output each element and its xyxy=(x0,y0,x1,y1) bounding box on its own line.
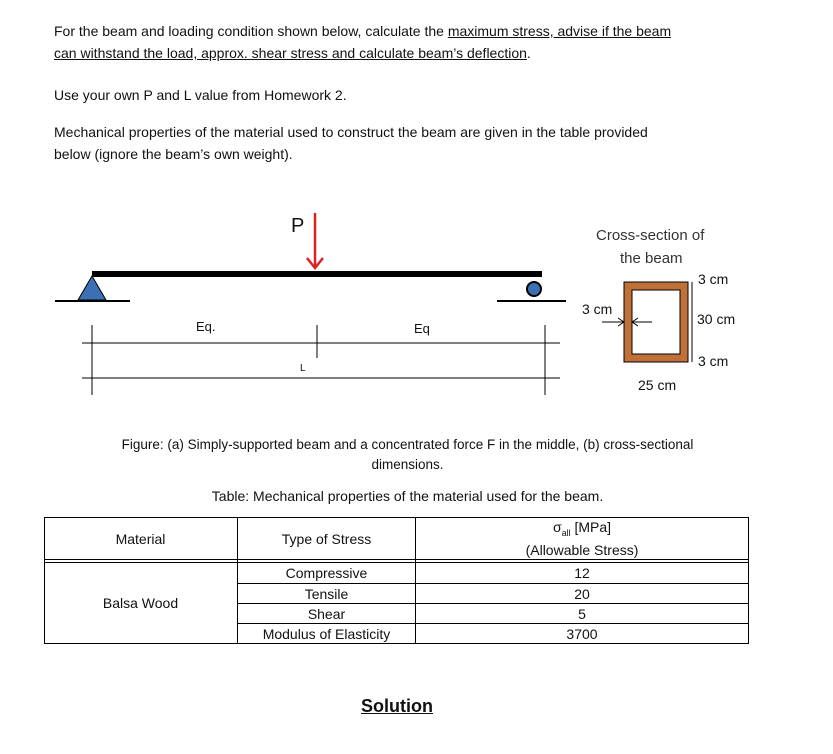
header-allowable-stress xyxy=(416,518,748,559)
material-cell: Balsa Wood xyxy=(102,595,179,611)
sigma-unit: [MPa] xyxy=(570,518,612,535)
figure-caption xyxy=(40,435,775,475)
problem-text: For the beam and loading condition shown below, calculate the xyxy=(54,23,448,39)
pin-support xyxy=(78,276,106,300)
eq-left-label: Eq. xyxy=(196,319,216,334)
properties-table xyxy=(44,517,749,644)
cross-section-title-2: the beam xyxy=(620,250,683,267)
row-type-tensile: Tensile xyxy=(304,585,349,602)
row-type-modulus: Modulus of Elasticity xyxy=(262,625,391,642)
mech-line-2: below (ignore the beam’s own weight). xyxy=(54,146,293,162)
row-value-shear: 5 xyxy=(578,605,586,622)
mech-line-1: Mechanical properties of the material used to construct the beam are given in the table provided xyxy=(54,124,648,140)
row-value-compressive: 12 xyxy=(574,565,590,581)
length-label: L xyxy=(300,363,306,374)
load-label: P xyxy=(291,215,305,237)
dim-top-label: 3 cm xyxy=(698,271,729,287)
solution-heading: Solution xyxy=(361,696,433,716)
use-values-text: Use your own P and L value from Homework 2. xyxy=(54,87,347,103)
roller-support xyxy=(527,282,541,296)
row-type-compressive: Compressive xyxy=(285,565,368,581)
cross-section-title-1: Cross-section of xyxy=(596,227,705,244)
dim-side-label: 3 cm xyxy=(582,301,613,317)
problem-underlined-1: maximum stress, advise if the beam xyxy=(447,23,672,39)
sigma-symbol: σ xyxy=(552,518,562,535)
figure-caption-line-2: dimensions. xyxy=(371,457,444,472)
table-caption: Table: Mechanical properties of the material used for the beam. xyxy=(211,488,604,504)
dim-width-label: 25 cm xyxy=(638,377,677,393)
beam xyxy=(92,271,542,277)
eq-right-label: Eq xyxy=(414,321,430,336)
allowable-stress-desc: (Allowable Stress) xyxy=(525,542,639,559)
row-value-tensile: 20 xyxy=(574,585,590,602)
dim-height-label: 30 cm xyxy=(697,311,736,327)
sigma-subscript: all xyxy=(561,527,571,538)
figure-caption-line-1: Figure: (a) Simply-supported beam and a concentrated force F in the middle, (b) cross-sectional xyxy=(121,437,694,452)
row-value-modulus: 3700 xyxy=(566,625,598,642)
problem-period: . xyxy=(526,45,531,61)
row-type-shear: Shear xyxy=(307,605,346,622)
header-material: Material xyxy=(115,530,166,547)
problem-underlined-2: can withstand the load, approx. shear stress and calculate beam’s deflection xyxy=(54,45,527,61)
dim-bottom-label: 3 cm xyxy=(698,353,729,369)
header-type-of-stress: Type of Stress xyxy=(281,530,372,547)
